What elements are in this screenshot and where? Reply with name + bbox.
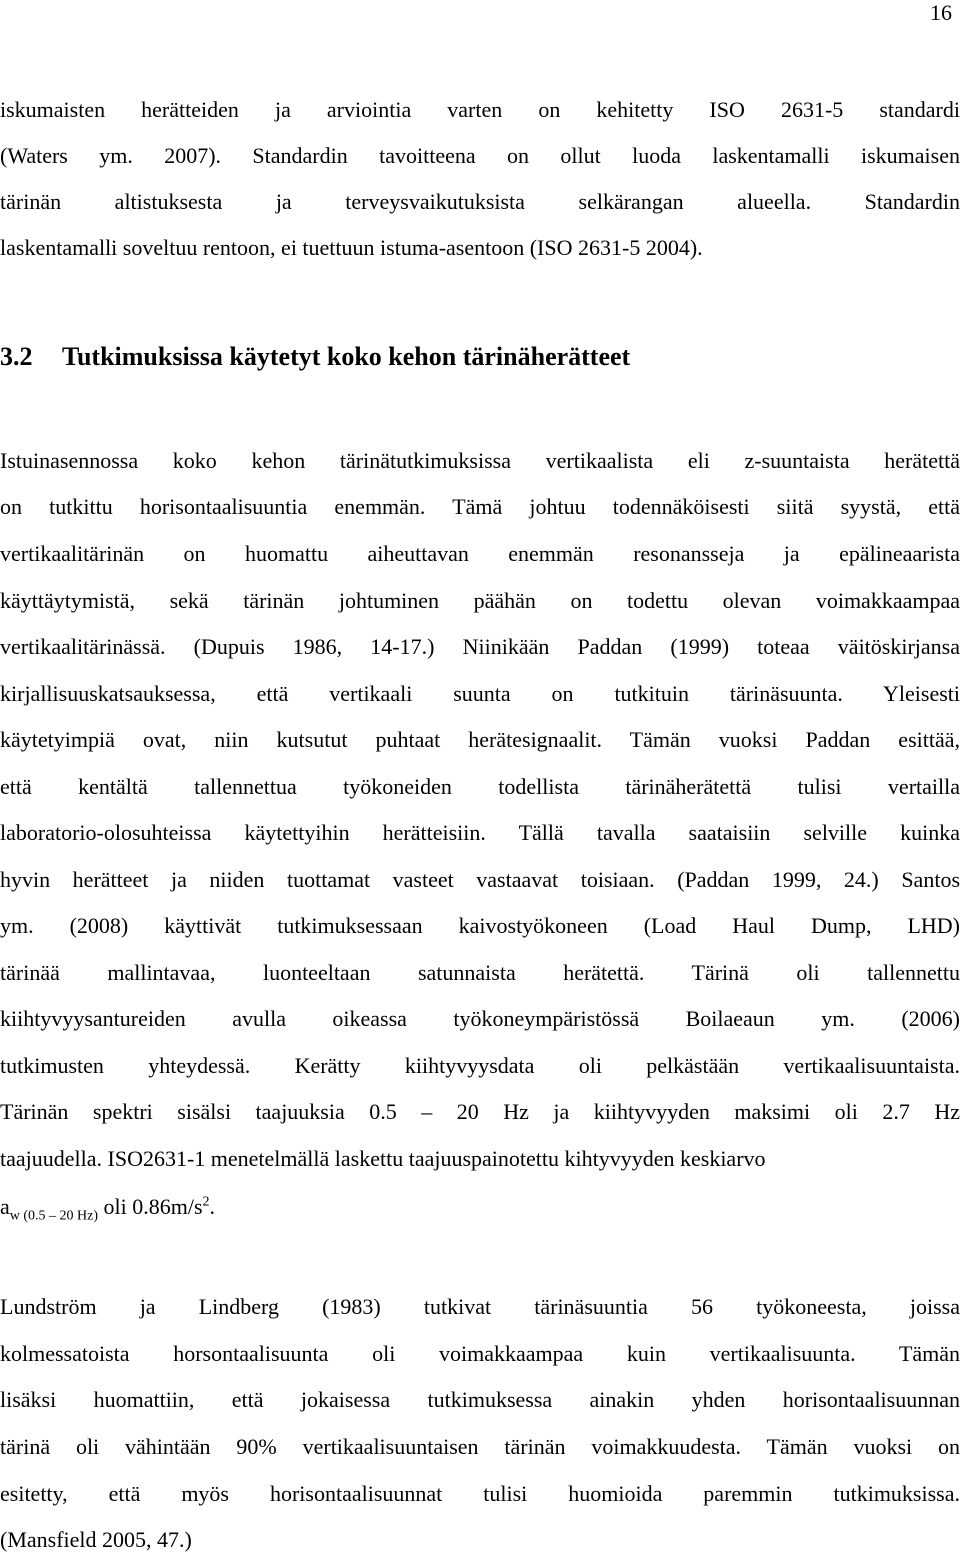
paragraph-2-line: vertikaalitärinän on huomattu aiheuttavan enemmän resonansseja ja epälineaarista: [0, 541, 960, 566]
paragraph-2-line: käyttäytymistä, sekä tärinän johtuminen päähän on todettu olevan voimakkaampaa: [0, 588, 960, 613]
paragraph-1-line: laskentamalli soveltuu rentoon, ei tuettuun istuma-asentoon (ISO 2631-5 2004).: [0, 235, 703, 260]
section-heading: [0, 341, 960, 373]
paragraph-2-line: hyvin herätteet ja niiden tuottamat vasteet vastaavat toisiaan. (Paddan 1999, 24.) Santos: [0, 867, 960, 892]
paragraph-2-line: kirjallisuuskatsauksessa, että vertikaali suunta on tutkituin tärinäsuunta. Yleisesti: [0, 681, 960, 706]
paragraph-2-line: ym. (2008) käyttivät tutkimuksessaan kaivostyökoneen (Load Haul Dump, LHD): [0, 913, 960, 938]
page-number: 16: [930, 0, 952, 25]
paragraph-3-line: lisäksi huomattiin, että jokaisessa tutkimuksessa ainakin yhden horisontaalisuunnan: [0, 1387, 960, 1412]
paragraph-2-line: Istuinasennossa koko kehon tärinätutkimuksissa vertikaalista eli z-suuntaista herätettä: [0, 448, 960, 473]
paragraph-1-line: (Waters ym. 2007). Standardin tavoitteena on ollut luoda laskentamalli iskumaisen: [0, 143, 960, 168]
formula-end: .: [209, 1194, 216, 1219]
section-number: 3.2: [0, 342, 33, 371]
paragraph-2-line: tutkimusten yhteydessä. Kerätty kiihtyvyysdata oli pelkästään vertikaalisuuntaista.: [0, 1053, 960, 1078]
formula-symbol: a: [0, 1194, 10, 1219]
paragraph-3-line: Lundström ja Lindberg (1983) tutkivat tärinäsuuntia 56 työkoneesta, joissa: [0, 1294, 960, 1319]
paragraph-3-line: (Mansfield 2005, 47.): [0, 1527, 192, 1552]
paragraph-1-line: tärinän altistuksesta ja terveysvaikutuksista selkärangan alueella. Standardin: [0, 189, 960, 214]
formula-text: oli 0.86m/s: [98, 1194, 203, 1219]
paragraph-2-line: tärinää mallintavaa, luonteeltaan satunnaista herätettä. Tärinä oli tallennettu: [0, 960, 960, 985]
section-title: Tutkimuksissa käytetyt koko kehon tärinäherätteet: [62, 342, 631, 371]
paragraph-3-line: esitetty, että myös horisontaalisuunnat tulisi huomioida paremmin tutkimuksissa.: [0, 1481, 960, 1506]
paragraph-1-line: iskumaisten herätteiden ja arviointia varten on kehitetty ISO 2631-5 standardi: [0, 97, 960, 122]
paragraph-2-line: että kentältä tallennettua työkoneiden todellista tärinäherätettä tulisi vertailla: [0, 774, 960, 799]
paragraph-2-line: on tutkittu horisontaalisuuntia enemmän. Tämä johtuu todennäköisesti siitä syystä, että: [0, 494, 960, 519]
paragraph-3-line: kolmessatoista horsontaalisuunta oli voimakkaampaa kuin vertikaalisuunta. Tämän: [0, 1341, 960, 1366]
formula-superscript: 2: [202, 1194, 210, 1210]
paragraph-2-line: vertikaalitärinässä. (Dupuis 1986, 14-17.) Niinikään Paddan (1999) toteaa väitöskirjansa: [0, 634, 960, 659]
formula-line: [0, 1194, 960, 1224]
paragraph-2-line: käytetyimpiä ovat, niin kutsutut puhtaat herätesignaalit. Tämän vuoksi Paddan esittää,: [0, 727, 960, 752]
paragraph-2-line: taajuudella. ISO2631-1 menetelmällä laskettu taajuuspainotettu kihtyvyyden keskiarvo: [0, 1146, 766, 1171]
paragraph-2-line: Tärinän spektri sisälsi taajuuksia 0.5 – 20 Hz ja kiihtyvyyden maksimi oli 2.7 Hz: [0, 1099, 960, 1124]
paragraph-3-line: tärinä oli vähintään 90% vertikaalisuuntaisen tärinän voimakkuudesta. Tämän vuoksi on: [0, 1434, 960, 1459]
paragraph-2-line: kiihtyvyysantureiden avulla oikeassa työkoneympäristössä Boilaeaun ym. (2006): [0, 1006, 960, 1031]
formula-subscript: w (0.5 – 20 Hz): [9, 1208, 99, 1224]
paragraph-2-line: laboratorio-olosuhteissa käytettyihin herätteisiin. Tällä tavalla saataisiin selville kuinka: [0, 820, 960, 845]
